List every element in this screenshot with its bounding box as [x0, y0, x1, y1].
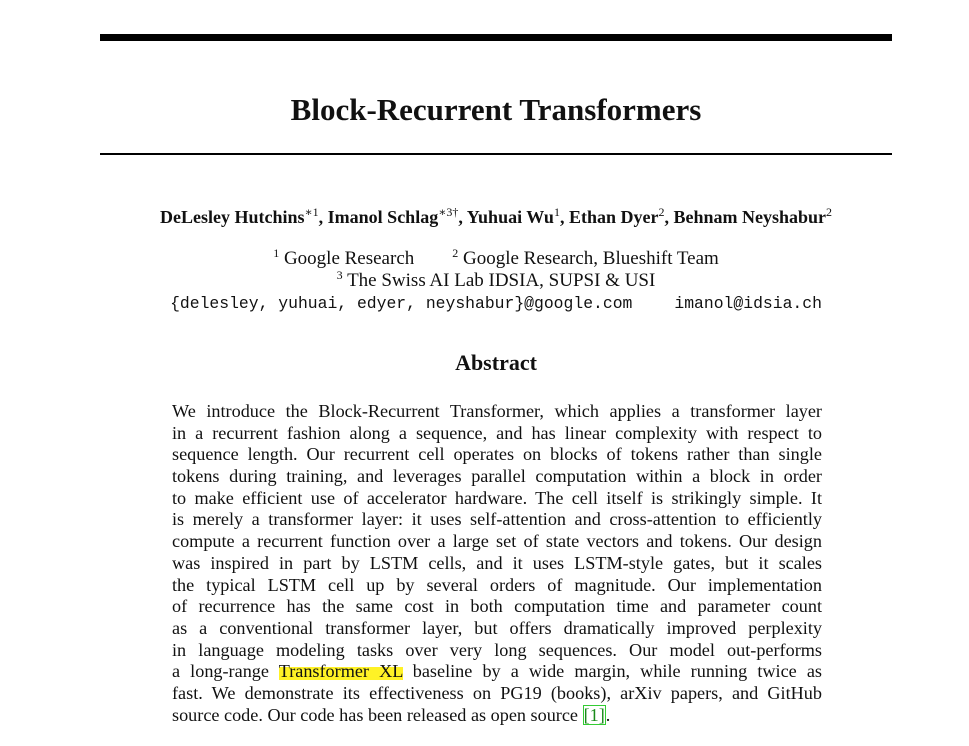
affiliations-line-2: [100, 270, 892, 292]
abstract-line: is merely a transformer layer: it uses self-attention and cross-attention to efficiently: [172, 509, 822, 530]
author-list: [90, 204, 902, 230]
author: Behnam Neyshabur$^2$: [673, 205, 832, 227]
email-idsia: imanol@idsia.ch: [674, 294, 822, 313]
abstract-line: to make efficient use of accelerator hardware. The cell itself is strikingly simple. It: [172, 487, 822, 508]
abstract-line: in language modeling tasks over very long sequences. Our model out-performs: [172, 639, 822, 660]
author-affiliation-mark: 2: [825, 205, 832, 219]
highlighted-text: Transformer XL: [278, 661, 403, 682]
abstract-line: was inspired in part by LSTM cells, and it uses LSTM-style gates, but it scales: [172, 552, 822, 573]
abstract-line: tokens during training, and leverages parallel computation within a block in order: [172, 466, 822, 487]
author: Ethan Dyer$^2$,: [568, 205, 674, 227]
email-google: {delesley, yuhuai, edyer, neyshabur}@google.com: [170, 294, 633, 313]
author-emails: [100, 292, 892, 316]
abstract-line: of recurrence has the same cost in both computation time and parameter count: [172, 596, 822, 617]
affiliation: $^2$ Google Research, Blueshift Team: [452, 246, 719, 269]
author-affiliation-mark: 1: [553, 205, 560, 219]
citation-link[interactable]: [1]: [583, 704, 605, 725]
author-affiliation-mark: ∗3†: [438, 205, 459, 219]
abstract-body: [172, 401, 822, 726]
abstract-line: fast. We demonstrate its effectiveness on PG19 (books), arXiv papers, and GitHub: [172, 682, 822, 703]
affiliation: $^3$ The Swiss AI Lab IDSIA, SUPSI & USI: [336, 268, 656, 291]
affiliation: $^1$ Google Research: [273, 246, 415, 269]
author-affiliation-mark: ∗1: [304, 205, 319, 219]
author: Yuhuai Wu$^1$,: [466, 205, 569, 227]
affiliations-line-1: [100, 248, 892, 270]
abstract-line: in a recurrent fashion along a sequence, and has linear complexity with respect to: [172, 422, 822, 443]
abstract-line: a long-range Transformer XL baseline by a wide margin, while running twice as: [172, 661, 822, 682]
abstract-line: as a conventional transformer layer, but offers dramatically improved perplexity: [172, 617, 822, 638]
title-rule: [100, 153, 892, 155]
abstract-line: the typical LSTM cell up by several orders of magnitude. Our implementation: [172, 574, 822, 595]
author: DeLesley Hutchins$^{∗1}$,: [160, 205, 328, 227]
top-rule: [100, 34, 892, 41]
abstract-line: sequence length. Our recurrent cell operates on blocks of tokens rather than single: [172, 444, 822, 465]
paper-title: Block-Recurrent Transformers: [290, 92, 702, 127]
abstract-heading: Abstract: [455, 350, 537, 375]
abstract-line: source code. Our code has been released as open source [1].: [172, 704, 611, 725]
author: Imanol Schlag$^{∗3\dagger}$,: [327, 205, 467, 227]
author-affiliation-mark: 2: [658, 205, 665, 219]
abstract-line: We introduce the Block-Recurrent Transformer, which applies a transformer layer: [172, 401, 822, 421]
abstract-line: compute a recurrent function over a large set of state vectors and tokens. Our design: [172, 531, 822, 552]
